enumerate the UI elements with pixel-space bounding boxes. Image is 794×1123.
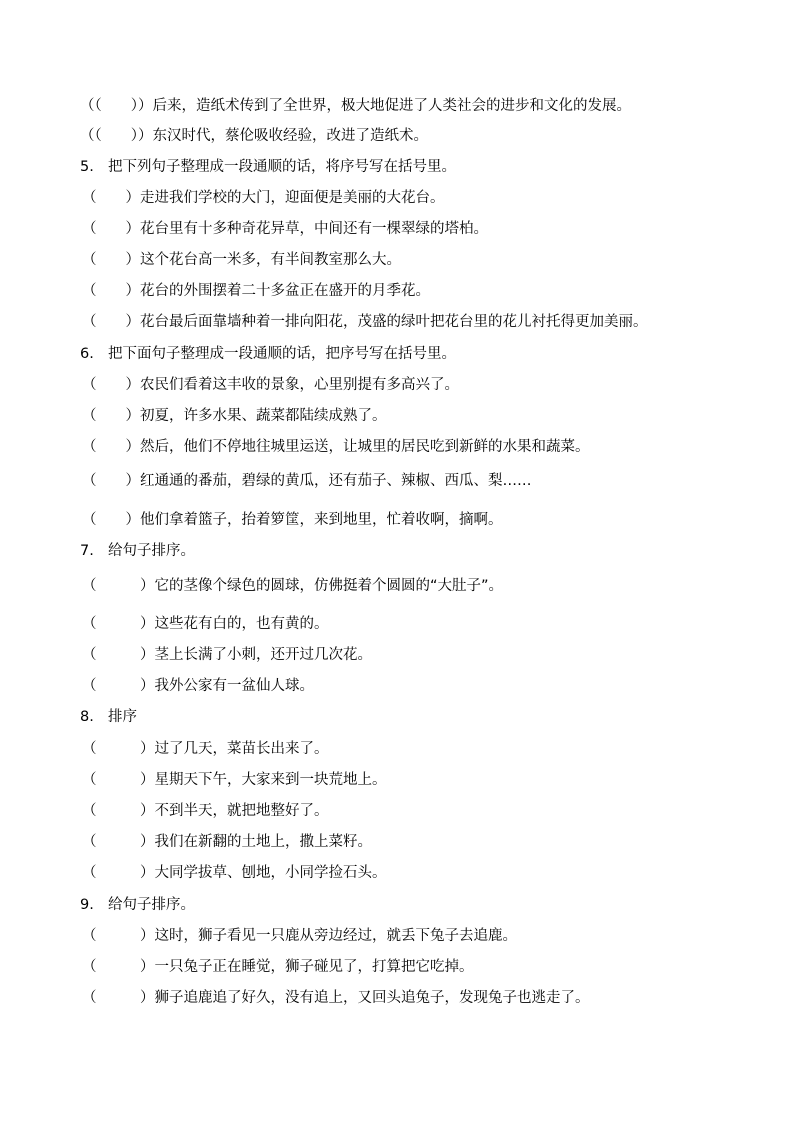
sentence-text: （ ）大同学拔草、刨地，小同学捡石头。 (82, 865, 387, 881)
sentence-text: （ ）我外公家有一盆仙人球。 (82, 678, 314, 694)
sentence-text: （ ）他们拿着篮子，抬着箩筐，来到地里，忙着收啊，摘啊。 (82, 512, 503, 528)
sentence-text: （（ ））东汉时代，蔡伦吸收经验，改进了造纸术。 (80, 128, 428, 144)
question-number: 7. (80, 543, 94, 559)
sentence-text: （ ）这时，狮子看见一只鹿从旁边经过，就丢下兔子去追鹿。 (82, 928, 517, 944)
sentence-text: （ ）花台的外围摆着二十多盆正在盛开的月季花。 (82, 283, 430, 299)
sentence-text: （ ）走进我们学校的大门，迎面便是美丽的大花台。 (82, 190, 445, 206)
sentence-text: （ ）初夏，许多水果、蔬菜都陆续成熟了。 (82, 408, 387, 424)
question-number: 6. (80, 346, 94, 362)
sentence-text: （ ）狮子追鹿追了好久，没有追上，又回头追兔子，发现兔子也逃走了。 (82, 990, 590, 1006)
sentence-text: （ ）农民们看着这丰收的景象，心里别提有多高兴了。 (82, 377, 459, 393)
sentence-text: （ ）这个花台高一米多，有半间教室那么大。 (82, 252, 401, 268)
sentence-text: （（ ））后来，造纸术传到了全世界，极大地促进了人类社会的进步和文化的发展。 (80, 98, 631, 114)
question-number: 9. (80, 897, 94, 913)
sentence-text: （ ）然后，他们不停地往城里运送，让城里的居民吃到新鲜的水果和蔬菜。 (82, 439, 590, 455)
sentence-text: （ ）过了几天，菜苗长出来了。 (82, 741, 329, 757)
question-prompt: 给句子排序。 (108, 543, 195, 559)
sentence-text: （ ）茎上长满了小刺，还开过几次花。 (82, 647, 372, 663)
sentence-text: （ ）花台最后面靠墙种着一排向阳花，茂盛的绿叶把花台里的花儿衬托得更加美丽。 (82, 314, 648, 330)
sentence-text: （ ）我们在新翻的土地上，撒上菜籽。 (82, 834, 372, 850)
sentence-text: （ ）星期天下午，大家来到一块荒地上。 (82, 772, 387, 788)
sentence-text: （ ）一只兔子正在睡觉，狮子碰见了，打算把它吃掉。 (82, 959, 474, 975)
question-prompt: 把下面句子整理成一段通顺的话，把序号写在括号里。 (108, 346, 456, 362)
sentence-text: （ ）不到半天，就把地整好了。 (82, 803, 329, 819)
sentence-text: （ ）花台里有十多种奇花异草，中间还有一棵翠绿的塔柏。 (82, 221, 488, 237)
question-prompt: 排序 (108, 709, 137, 725)
sentence-text: （ ）它的茎像个绿色的圆球，仿佛挺着个圆圆的“大肚子”。 (82, 578, 504, 594)
question-prompt: 把下列句子整理成一段通顺的话，将序号写在括号里。 (108, 159, 456, 175)
sentence-text: （ ）红通通的番茄，碧绿的黄瓜，还有茄子、辣椒、西瓜、梨…… (82, 473, 532, 489)
question-number: 8. (80, 709, 94, 725)
question-prompt: 给句子排序。 (108, 897, 195, 913)
sentence-text: （ ）这些花有白的，也有黄的。 (82, 616, 329, 632)
question-number: 5. (80, 159, 94, 175)
